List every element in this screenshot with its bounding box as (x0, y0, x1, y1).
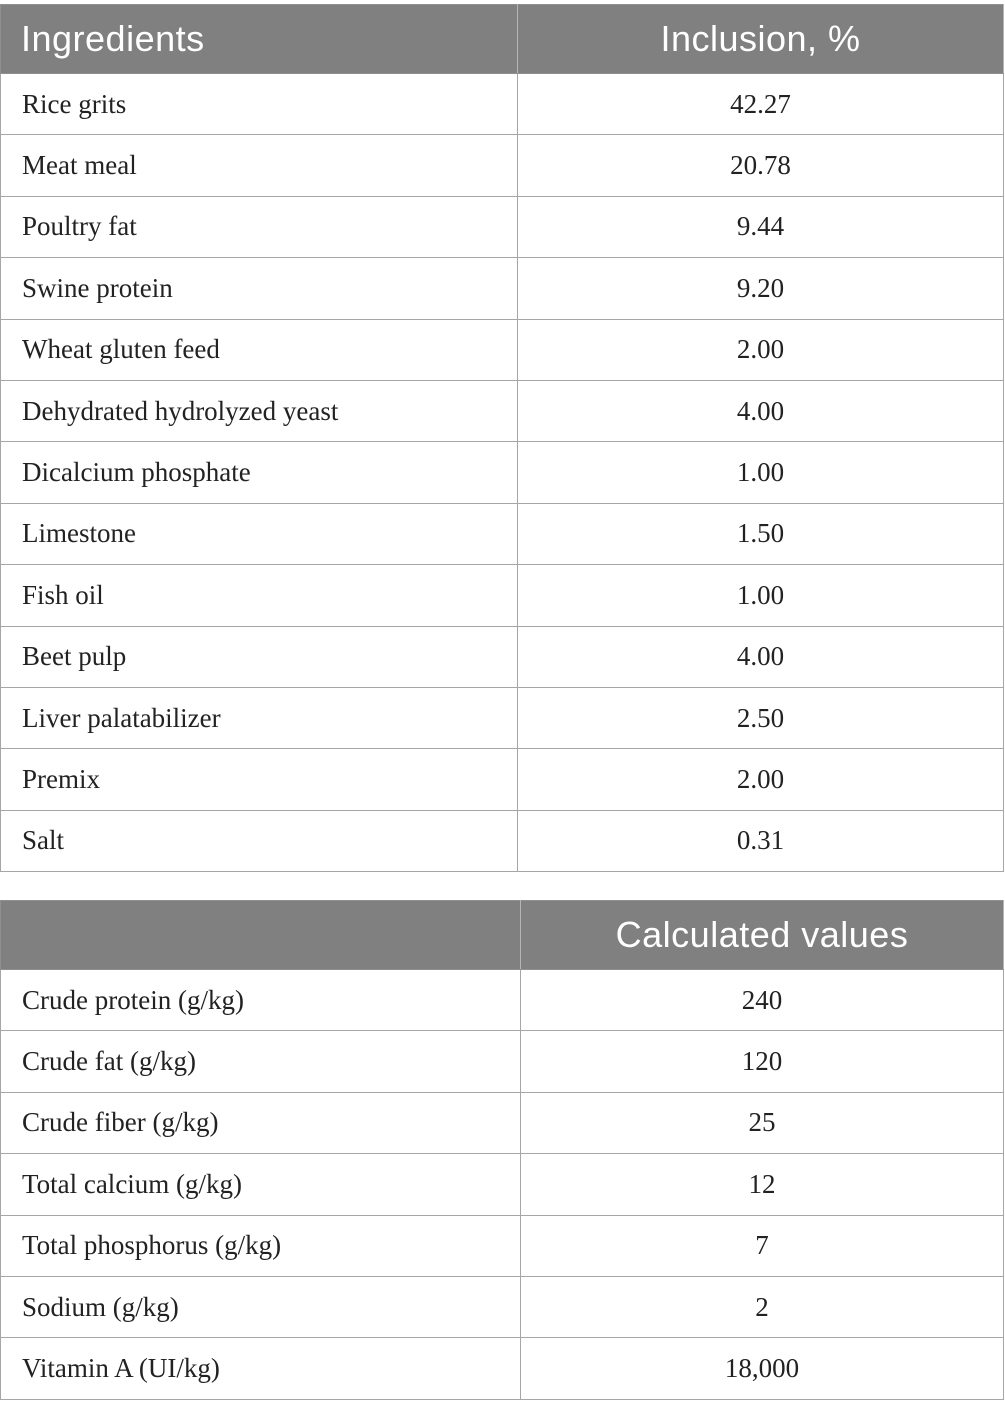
table-row (1, 1276, 1004, 1337)
inclusion-value: 9.44 (518, 196, 1004, 257)
table-row (1, 1338, 1004, 1399)
nutrient-name: Crude fiber (g/kg) (1, 1092, 521, 1153)
inclusion-value: 4.00 (518, 626, 1004, 687)
header-row (1, 5, 1004, 74)
calculated-values-table (0, 900, 1004, 1400)
ingredient-name: Salt (1, 810, 518, 871)
ingredient-name: Limestone (1, 503, 518, 564)
nutrient-name: Vitamin A (UI/kg) (1, 1338, 521, 1399)
inclusion-value: 1.00 (518, 565, 1004, 626)
calculated-value: 12 (521, 1154, 1004, 1215)
table-row (1, 565, 1004, 626)
calculated-value: 7 (521, 1215, 1004, 1276)
nutrient-name: Crude fat (g/kg) (1, 1031, 521, 1092)
table-row (1, 1154, 1004, 1215)
table-row (1, 1031, 1004, 1092)
ingredient-name: Meat meal (1, 135, 518, 196)
inclusion-value: 0.31 (518, 810, 1004, 871)
ingredient-name: Beet pulp (1, 626, 518, 687)
ingredient-name: Premix (1, 749, 518, 810)
table-row (1, 503, 1004, 564)
calculated-value: 120 (521, 1031, 1004, 1092)
inclusion-value: 2.00 (518, 749, 1004, 810)
ingredients-table (0, 4, 1004, 872)
table-row (1, 749, 1004, 810)
header-row (1, 901, 1004, 970)
ingredient-name: Dicalcium phosphate (1, 442, 518, 503)
inclusion-value: 1.00 (518, 442, 1004, 503)
calculated-value: 240 (521, 970, 1004, 1031)
inclusion-value: 2.00 (518, 319, 1004, 380)
table-row (1, 810, 1004, 871)
ingredient-name: Fish oil (1, 565, 518, 626)
inclusion-column-header: Inclusion, % (518, 5, 1004, 74)
table-row (1, 970, 1004, 1031)
nutrient-column-header (1, 901, 521, 970)
calculated-value: 25 (521, 1092, 1004, 1153)
inclusion-value: 1.50 (518, 503, 1004, 564)
calculated-value: 18,000 (521, 1338, 1004, 1399)
table-row (1, 74, 1004, 135)
table-row (1, 1215, 1004, 1276)
nutrient-name: Total phosphorus (g/kg) (1, 1215, 521, 1276)
inclusion-value: 42.27 (518, 74, 1004, 135)
nutrient-name: Sodium (g/kg) (1, 1276, 521, 1337)
table-row (1, 135, 1004, 196)
table-row (1, 196, 1004, 257)
nutrient-name: Total calcium (g/kg) (1, 1154, 521, 1215)
calculated-values-column-header: Calculated values (521, 901, 1004, 970)
ingredient-name: Wheat gluten feed (1, 319, 518, 380)
ingredient-name: Liver palatabilizer (1, 687, 518, 748)
table-row (1, 319, 1004, 380)
table-row (1, 258, 1004, 319)
table-row (1, 687, 1004, 748)
nutrient-name: Crude protein (g/kg) (1, 970, 521, 1031)
ingredient-name: Rice grits (1, 74, 518, 135)
ingredient-name: Swine protein (1, 258, 518, 319)
ingredient-name: Dehydrated hydrolyzed yeast (1, 380, 518, 441)
inclusion-value: 2.50 (518, 687, 1004, 748)
ingredient-name: Poultry fat (1, 196, 518, 257)
table-row (1, 1092, 1004, 1153)
table-row (1, 380, 1004, 441)
inclusion-value: 20.78 (518, 135, 1004, 196)
table-row (1, 626, 1004, 687)
calculated-value: 2 (521, 1276, 1004, 1337)
ingredients-column-header: Ingredients (1, 5, 518, 74)
table-row (1, 442, 1004, 503)
inclusion-value: 9.20 (518, 258, 1004, 319)
inclusion-value: 4.00 (518, 380, 1004, 441)
